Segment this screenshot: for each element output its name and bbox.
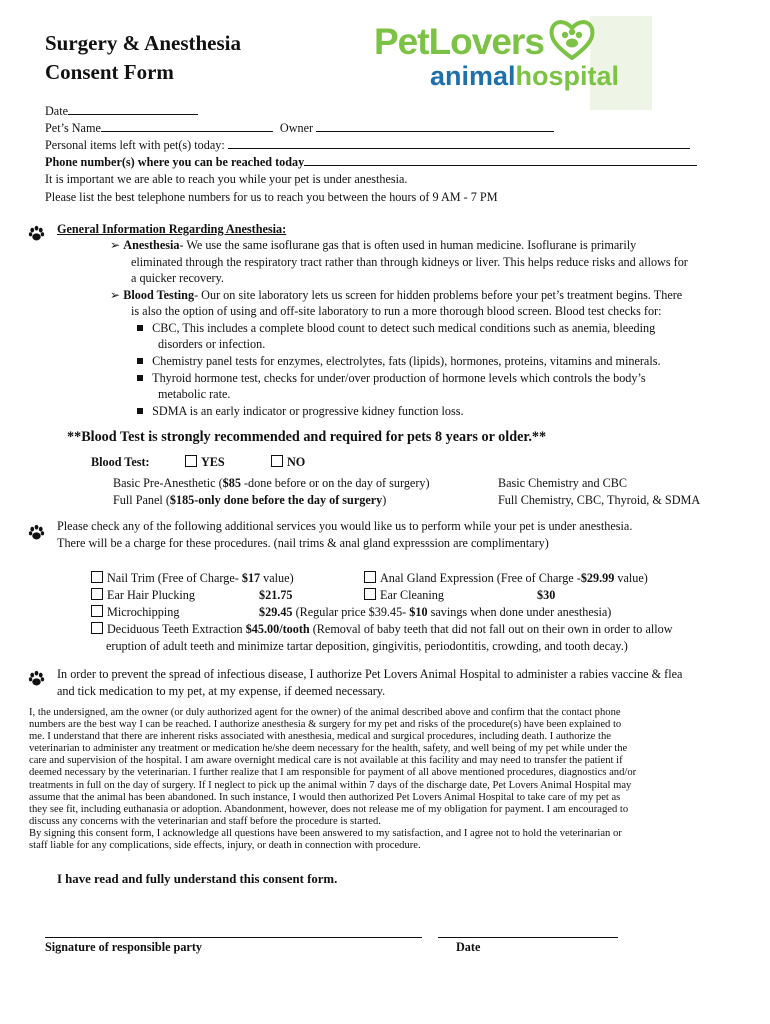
anesthesia-line2: eliminated through the respiratory tract rather than through kidneys or liver. This helps reduce risks and allows for bbox=[131, 255, 688, 269]
nail-trim-option[interactable] bbox=[91, 570, 294, 587]
date-line[interactable] bbox=[68, 102, 198, 115]
consent-line: discuss any concerns with the veterinarian and staff before the procedure is started. bbox=[29, 815, 381, 827]
owner-label: Owner bbox=[279, 121, 314, 135]
pet-name-field bbox=[45, 119, 554, 137]
anesthesia-line1 bbox=[110, 237, 636, 254]
basic-pre-anesthetic bbox=[113, 475, 430, 492]
blood-test-no-option[interactable] bbox=[271, 454, 305, 471]
teeth-price: $45.00/tooth bbox=[245, 622, 310, 636]
nail-trim-text-a: Nail Trim (Free of Charge- bbox=[107, 571, 242, 585]
signature-date-label: Date bbox=[456, 940, 481, 954]
bullet-chemistry bbox=[137, 353, 661, 370]
blood-test-recommendation: **Blood Test is strongly recommended and required for pets 8 years or older.** bbox=[67, 429, 547, 445]
consent-line: they see fit, including euthanasia or adoption. Abandonment, however, does not release me of my obligation for payment. I am encouraged to bbox=[29, 803, 629, 815]
teeth-extraction-checkbox[interactable] bbox=[91, 622, 103, 634]
anal-gland-option[interactable] bbox=[364, 570, 648, 587]
ear-cleaning-checkbox[interactable] bbox=[364, 588, 376, 600]
pet-name-label: Pet’s Name bbox=[45, 121, 101, 135]
teeth-text-a: Deciduous Teeth Extraction bbox=[107, 622, 246, 636]
logo-petlovers-text: PetLovers bbox=[374, 21, 544, 62]
consent-line: I, the undersigned, am the owner (or duly authorized agent for the owner) of the animal described above and confirm that the contact phone bbox=[29, 707, 621, 718]
blood-testing-line2: is also the option of using and off-site laboratory to run a more thorough blood screen. Blood test checks for: bbox=[131, 304, 662, 318]
personal-items-label: Personal items left with pet(s) today: bbox=[45, 138, 225, 152]
microchip-price: $29.45 bbox=[259, 605, 293, 619]
logo-hospital-word: hospital bbox=[515, 61, 620, 91]
personal-items-field bbox=[45, 136, 690, 154]
teeth-extraction-line2: eruption of adult teeth and minimize tartar deposition, gingivitis, periodontitis, crowding, and tooth decay.) bbox=[106, 639, 628, 653]
blood-testing-text1: - Our on site laboratory lets us screen for hidden problems before your pet’s treatment begins. There bbox=[194, 288, 683, 302]
square-bullet-icon bbox=[137, 375, 143, 381]
basic-pre-text-a: Basic Pre-Anesthetic ( bbox=[113, 476, 223, 490]
form-title-line1: Surgery & Anesthesia bbox=[45, 31, 241, 55]
logo-animal-hospital-text bbox=[430, 60, 619, 92]
hours-note: Please list the best telephone numbers for us to reach you between the hours of 9 AM - 7 PM bbox=[45, 190, 498, 204]
ear-hair-price: $21.75 bbox=[259, 588, 293, 602]
full-chemistry-desc: Full Chemistry, CBC, Thyroid, & SDMA bbox=[498, 493, 701, 507]
full-panel-text-a: Full Panel ( bbox=[113, 493, 170, 507]
petlovers-logo bbox=[372, 16, 652, 110]
general-info-heading: General Information Regarding Anesthesia: bbox=[57, 222, 287, 236]
phone-line[interactable] bbox=[304, 153, 697, 166]
signature-date-line[interactable] bbox=[438, 937, 618, 938]
phone-field bbox=[45, 153, 697, 171]
microchip-text: Microchipping bbox=[107, 605, 180, 619]
basic-chemistry-desc: Basic Chemistry and CBC bbox=[498, 476, 627, 490]
anesthesia-line3: a quicker recovery. bbox=[131, 271, 224, 285]
bullet-cbc-text: CBC, This includes a complete blood count to detect such medical conditions such as anemia, bleeding bbox=[152, 321, 656, 335]
paw-print-icon bbox=[28, 670, 45, 687]
blood-testing-line1 bbox=[110, 287, 682, 304]
bullet-chemistry-text: Chemistry panel tests for enzymes, electrolytes, fats (lipids), hormones, proteins, vitamins and minerals. bbox=[152, 354, 661, 368]
ear-hair-text: Ear Hair Plucking bbox=[107, 588, 195, 602]
bullet-thyroid bbox=[137, 370, 646, 387]
square-bullet-icon bbox=[137, 358, 143, 364]
blood-test-label: Blood Test: bbox=[91, 455, 150, 469]
basic-pre-text-b: -done before or on the day of surgery) bbox=[240, 476, 430, 490]
bullet-sdma bbox=[137, 403, 464, 420]
full-panel-text-c: ) bbox=[382, 493, 387, 507]
consent-line: veterinarian to administer any treatment or medication he/she deem necessary for the health, safety, and well being of my pet while under the bbox=[29, 743, 628, 755]
arrow-bullet-icon: ➢ bbox=[110, 288, 121, 302]
full-panel-price: $185-only done before the day of surgery bbox=[169, 493, 383, 507]
blood-test-yes-option[interactable] bbox=[185, 454, 225, 471]
consent-line: treatments in full on the day of surgery. If I neglect to pick up the animal within 7 days of the discharge date, Pet Lovers Animal Hospital may bbox=[29, 779, 632, 791]
blood-testing-label: Blood Testing bbox=[123, 288, 195, 302]
nail-trim-checkbox[interactable] bbox=[91, 571, 103, 583]
microchip-text-c: savings when done under anesthesia) bbox=[427, 605, 612, 619]
bullet-thyroid-cont: metabolic rate. bbox=[158, 387, 231, 401]
anal-gland-checkbox[interactable] bbox=[364, 571, 376, 583]
anesthesia-label: Anesthesia bbox=[123, 238, 180, 252]
phone-label: Phone number(s) where you can be reached today bbox=[45, 155, 305, 169]
date-label: Date bbox=[45, 104, 69, 118]
services-intro-line2: There will be a charge for these procedures. (nail trims & anal gland expresssion are complimentary) bbox=[57, 536, 549, 550]
understand-statement: I have read and fully understand this consent form. bbox=[57, 872, 338, 886]
no-checkbox[interactable] bbox=[271, 455, 283, 467]
yes-label: YES bbox=[201, 455, 225, 469]
ear-cleaning-option[interactable] bbox=[364, 587, 444, 604]
paw-print-icon bbox=[28, 225, 45, 242]
ear-cleaning-price: $30 bbox=[537, 588, 556, 602]
microchip-text-b: (Regular price $39.45- bbox=[292, 605, 410, 619]
consent-line: assume that the animal has been abandoned. In such instance, I would then authorized Pet Lovers Animal Hospital to take care of my pet as bbox=[29, 791, 621, 803]
ear-hair-checkbox[interactable] bbox=[91, 588, 103, 600]
pet-name-line[interactable] bbox=[101, 119, 273, 132]
bullet-sdma-text: SDMA is an early indicator or progressive kidney function loss. bbox=[152, 404, 464, 418]
square-bullet-icon bbox=[137, 408, 143, 414]
square-bullet-icon bbox=[137, 325, 143, 331]
logo-animal-word: animal bbox=[430, 61, 516, 91]
microchip-savings: $10 bbox=[409, 605, 428, 619]
nail-trim-text-b: value) bbox=[260, 571, 294, 585]
consent-line: deemed necessary by the veterinarian. I further realize that I am responsible for payment of all above mentioned procedures, diagnostics and/or bbox=[29, 767, 637, 779]
teeth-extraction-option[interactable] bbox=[91, 621, 673, 638]
teeth-text-b: (Removal of baby teeth that did not fall out on their own in order to allow bbox=[309, 622, 673, 636]
reach-note: It is important we are able to reach you while your pet is under anesthesia. bbox=[45, 172, 408, 186]
consent-line: By signing this consent form, I acknowledge all questions have been answered to my satisfaction, and I agree not to hold the veterinarian or bbox=[29, 827, 622, 839]
bullet-cbc bbox=[137, 320, 655, 337]
bullet-cbc-cont: disorders or infection. bbox=[158, 337, 266, 351]
anal-gland-text-a: Anal Gland Expression (Free of Charge - bbox=[380, 571, 581, 585]
arrow-bullet-icon: ➢ bbox=[110, 238, 121, 252]
anal-gland-price: $29.99 bbox=[580, 571, 615, 585]
microchip-checkbox[interactable] bbox=[91, 605, 103, 617]
owner-line[interactable] bbox=[316, 119, 554, 132]
microchip-option[interactable] bbox=[91, 604, 179, 621]
anesthesia-text1: - We use the same isoflurane gas that is often used in human medicine. Isoflurane is primarily bbox=[179, 238, 637, 252]
paw-print-icon bbox=[28, 524, 45, 541]
no-label: NO bbox=[287, 455, 306, 469]
ear-hair-option[interactable] bbox=[91, 587, 195, 604]
consent-paragraph bbox=[29, 707, 636, 852]
anal-gland-text-b: value) bbox=[614, 571, 648, 585]
bullet-thyroid-text: Thyroid hormone test, checks for under/over production of hormone levels which controls the body’s bbox=[152, 371, 646, 385]
full-panel bbox=[113, 492, 386, 509]
yes-checkbox[interactable] bbox=[185, 455, 197, 467]
rabies-line1: In order to prevent the spread of infectious disease, I authorize Pet Lovers Animal Hospital to administer a rabies vaccine & flea bbox=[57, 667, 683, 681]
date-field bbox=[45, 102, 198, 120]
services-intro-line1: Please check any of the following additional services you would like us to perform while your pet is under anesthesia. bbox=[57, 519, 633, 533]
consent-line: staff liable for any complications, side effects, injury, or death in connection with procedure. bbox=[29, 840, 421, 852]
rabies-line2: and tick medication to my pet, at my expense, if deemed necessary. bbox=[57, 684, 386, 698]
consent-line: care and supervision of the hospital. I am aware overnight medical care is not available at this facility and may need to transfer the patient if bbox=[29, 755, 623, 767]
ear-cleaning-text: Ear Cleaning bbox=[380, 588, 444, 602]
consent-line: numbers are the best way I can be reached. I authorize anesthesia & surgery for my pet and risks of the procedure(s) have been explained to bbox=[29, 719, 622, 731]
form-title-line2: Consent Form bbox=[45, 60, 174, 84]
signature-label: Signature of responsible party bbox=[45, 940, 202, 954]
signature-line[interactable] bbox=[45, 937, 422, 938]
personal-items-line[interactable] bbox=[228, 136, 690, 149]
nail-trim-price: $17 bbox=[241, 571, 261, 585]
consent-line: me. I understand that there are inherent risks associated with anesthesia, medical and surgical procedures, including death. I authorize the bbox=[29, 731, 611, 743]
heart-paw-icon bbox=[548, 18, 596, 60]
microchip-price-line bbox=[259, 604, 611, 621]
basic-pre-price: $85 bbox=[222, 476, 241, 490]
